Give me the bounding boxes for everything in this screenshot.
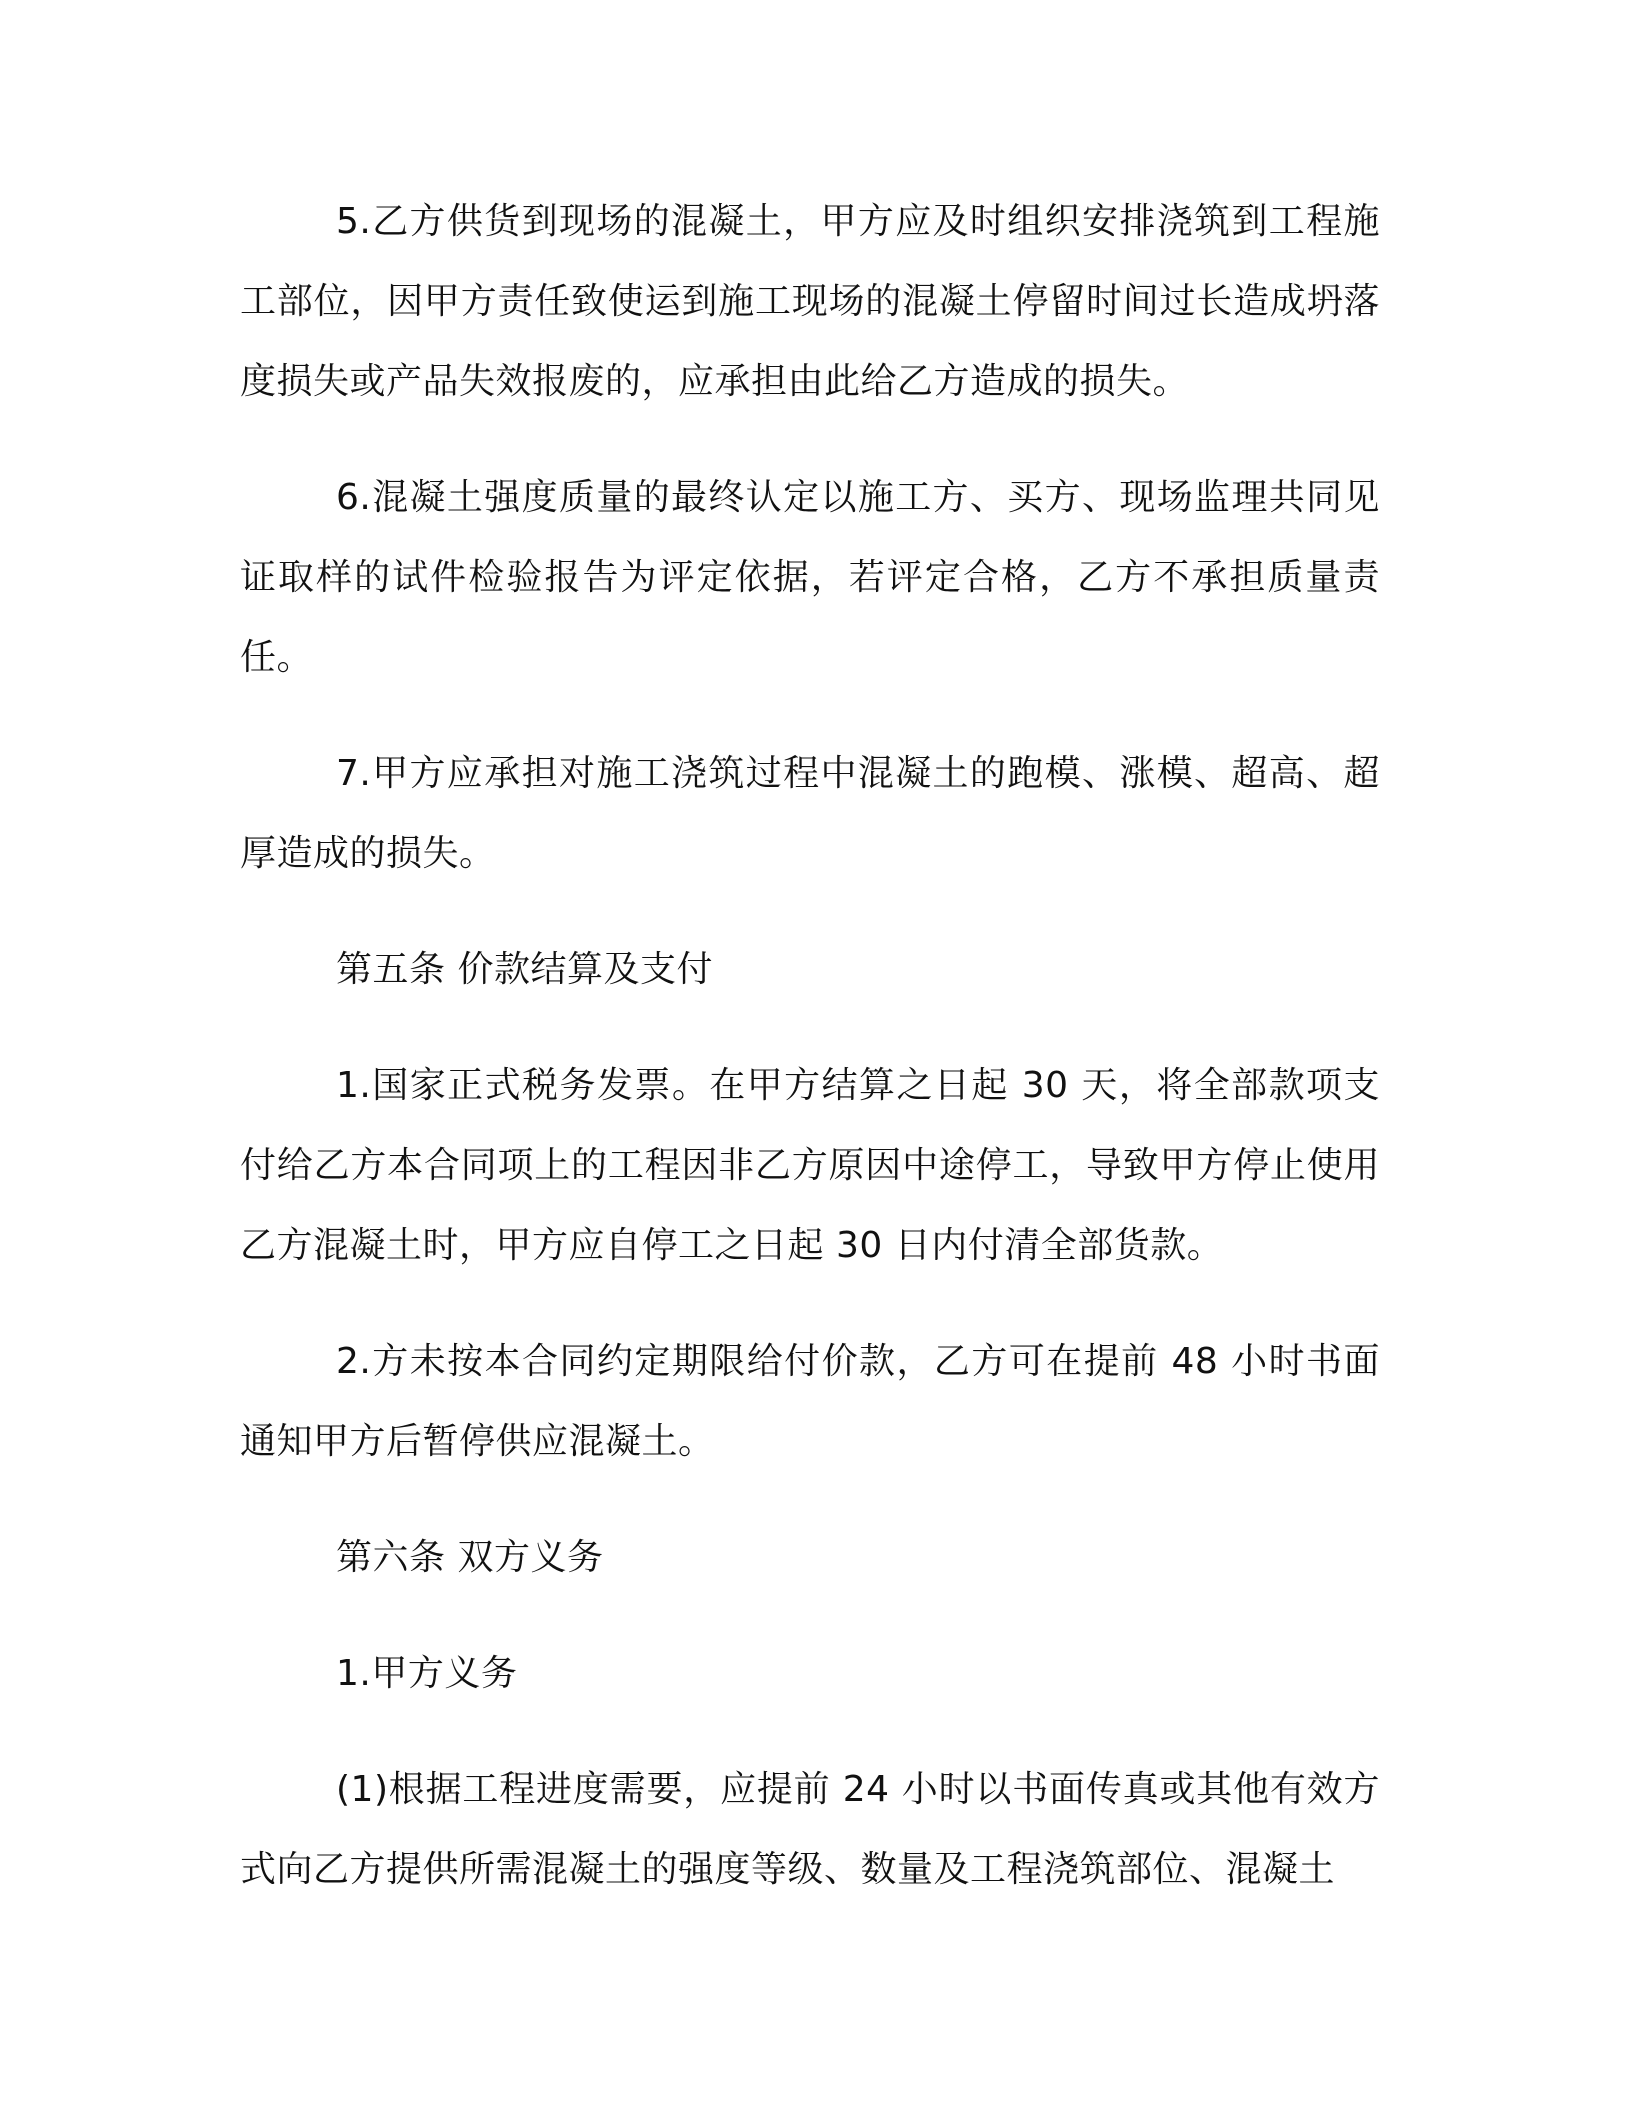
section-heading-article-6: 第六条 双方义务: [336, 1537, 604, 1578]
subsection-heading-party-a-obligations: 1.甲方义务: [336, 1653, 518, 1694]
paragraph-clause-4-5: 5.乙方供货到现场的混凝土，甲方应及时组织安排浇筑到工程施工部位，因甲方责任致使运到施工现场的混凝土停留时间过长造成坍落度损失或产品失效报废的，应承担由此给乙方造成的损失。: [240, 201, 1380, 402]
paragraph-clause-5-1: 1.国家正式税务发票。在甲方结算之日起 30 天，将全部款项支付给乙方本合同项上的工程因非乙方原因中途停工，导致甲方停止使用乙方混凝土时，甲方应自停工之日起 30 日内付清全部货款。: [240, 1065, 1380, 1266]
paragraph-clause-6-1-1: (1)根据工程进度需要，应提前 24 小时以书面传真或其他有效方式向乙方提供所需混凝土的强度等级、数量及工程浇筑部位、混凝土: [240, 1769, 1380, 1890]
section-heading-article-5: 第五条 价款结算及支付: [336, 949, 713, 990]
document-body: [240, 182, 1380, 1946]
paragraph-clause-4-7: 7.甲方应承担对施工浇筑过程中混凝土的跑模、涨模、超高、超厚造成的损失。: [240, 753, 1380, 874]
paragraph-clause-4-6: 6.混凝土强度质量的最终认定以施工方、买方、现场监理共同见证取样的试件检验报告为评定依据，若评定合格，乙方不承担质量责任。: [240, 477, 1380, 678]
paragraph-clause-5-2: 2.方未按本合同约定期限给付价款，乙方可在提前 48 小时书面通知甲方后暂停供应混凝土。: [240, 1341, 1380, 1462]
